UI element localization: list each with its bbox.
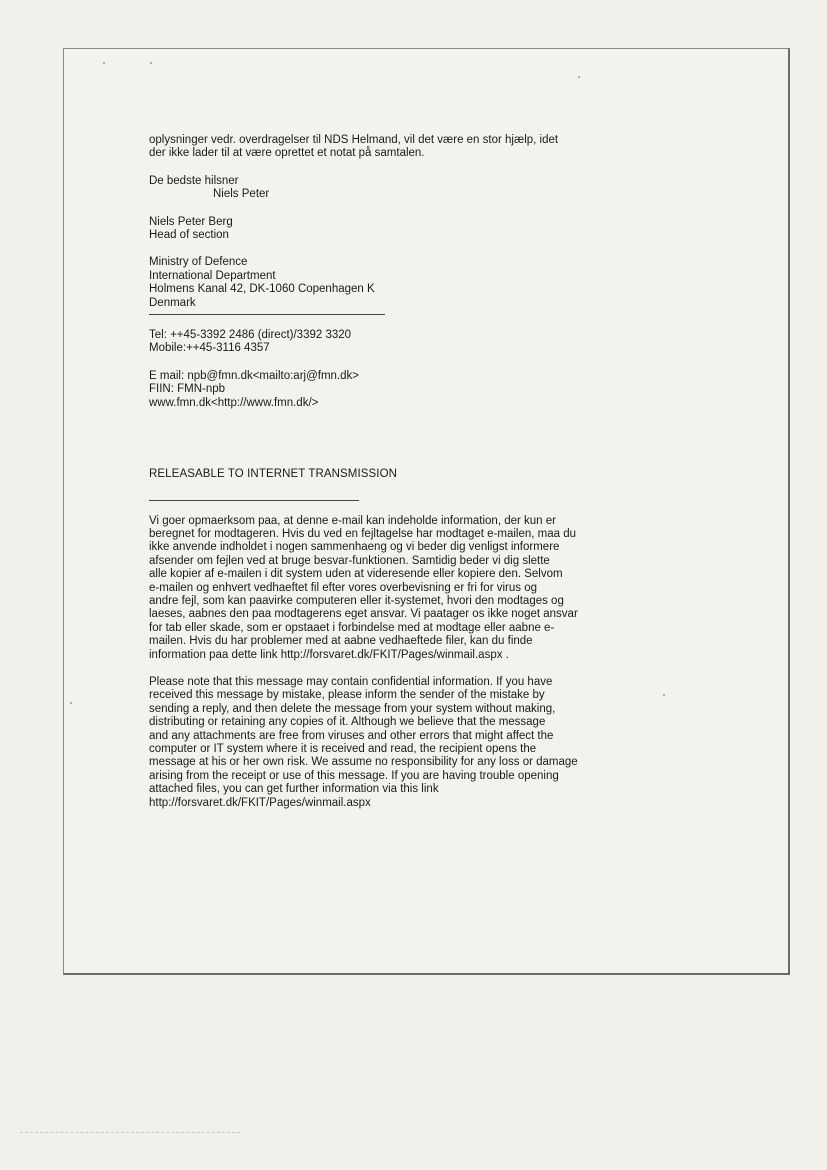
disclaimer-line: andre fejl, som kan paavirke computeren eller it-systemet, hvori den modtages og: [149, 594, 564, 607]
intro-line: oplysninger vedr. overdragelser til NDS Helmand, vil det være en stor hjælp, idet: [149, 134, 559, 146]
sender-name: Niels Peter Berg: [149, 215, 233, 228]
mobile: Mobile:++45-3116 4357: [149, 342, 270, 355]
intro-line: der ikke lader til at være oprettet et notat på samtalen.: [149, 147, 425, 160]
department: International Department: [149, 269, 276, 282]
scan-speck: [663, 694, 665, 696]
separator-rule: [149, 500, 359, 501]
disclaimer-line: afsender om fejlen ved at bruge besvar-funktionen. Samtidig beder vi dig slette: [149, 554, 550, 567]
sender-block: [149, 216, 609, 243]
disclaimer-line: computer or IT system where it is received and read, the recipient opens the: [149, 743, 537, 755]
tel: Tel: ++45-3392 2486 (direct)/3392 3320: [149, 329, 352, 342]
address-block: [149, 256, 609, 310]
releasable-notice: RELEASABLE TO INTERNET TRANSMISSION: [149, 468, 398, 481]
scan-speck: [150, 62, 152, 64]
phone-block: [149, 329, 609, 356]
scan-speck: [70, 702, 72, 704]
country: Denmark: [149, 296, 196, 309]
email-address: E mail: npb@fmn.dk<mailto:arj@fmn.dk>: [149, 369, 359, 382]
english-disclaimer: [149, 676, 609, 810]
disclaimer-line: message at his or her own risk. We assume no responsibility for any loss or damage: [149, 756, 578, 769]
disclaimer-line: e-mailen og enhvert vedhaeftet fil efter vores overbevisning er fri for virus og: [149, 581, 537, 594]
disclaimer-line: Vi goer opmaerksom paa, at denne e-mail kan indeholde information, der kun er: [149, 514, 556, 527]
fiin: FIIN: FMN-npb: [149, 383, 226, 396]
signature-name: Niels Peter: [213, 188, 270, 201]
danish-disclaimer: [149, 515, 609, 662]
scan-speck: [578, 76, 580, 78]
org-name: Ministry of Defence: [149, 256, 248, 269]
separator-rule: [149, 314, 385, 315]
disclaimer-line: http://forsvaret.dk/FKIT/Pages/winmail.aspx: [149, 796, 371, 809]
scan-speck: [103, 62, 105, 64]
disclaimer-line: information paa dette link http://forsvaret.dk/FKIT/Pages/winmail.aspx .: [149, 648, 509, 661]
disclaimer-line: ikke anvende indholdet i nogen sammenhaeng og vi beder dig venligst informere: [149, 541, 560, 554]
scan-artifact-line: [20, 1132, 240, 1133]
website: www.fmn.dk<http://www.fmn.dk/>: [149, 396, 319, 409]
disclaimer-line: beregnet for modtageren. Hvis du ved en fejltagelse har modtaget e-mailen, maa du: [149, 527, 577, 540]
sender-title: Head of section: [149, 229, 229, 242]
disclaimer-line: sending a reply, and then delete the message from your system without making,: [149, 702, 556, 715]
greeting: De bedste hilsner: [149, 174, 239, 187]
disclaimer-line: attached files, you can get further information via this link: [149, 783, 439, 796]
intro-paragraph: [149, 134, 609, 161]
disclaimer-line: received this message by mistake, please inform the sender of the mistake by: [149, 689, 545, 702]
email-body: [149, 134, 609, 810]
disclaimer-line: for tab eller skade, som er opstaaet i forbindelse med at modtage eller aabne e-: [149, 621, 555, 634]
street-address: Holmens Kanal 42, DK-1060 Copenhagen K: [149, 283, 375, 296]
disclaimer-line: mailen. Hvis du har problemer med at aabne vedhaeftede filer, kan du finde: [149, 635, 533, 648]
online-contact-block: [149, 370, 609, 410]
disclaimer-line: laeses, aabnes den paa modtagerens eget ansvar. Vi paatager os ikke noget ansvar: [149, 608, 578, 621]
disclaimer-line: distributing or retaining any copies of it. Although we believe that the message: [149, 716, 546, 729]
disclaimer-line: and any attachments are free from viruses and other errors that might affect the: [149, 729, 554, 742]
closing: [149, 175, 609, 202]
disclaimer-line: Please note that this message may contain confidential information. If you have: [149, 675, 553, 688]
disclaimer-line: arising from the receipt or use of this message. If you are having trouble opening: [149, 769, 559, 782]
disclaimer-line: alle kopier af e-mailen i dit system uden at videresende eller kopiere den. Selvom: [149, 568, 563, 581]
